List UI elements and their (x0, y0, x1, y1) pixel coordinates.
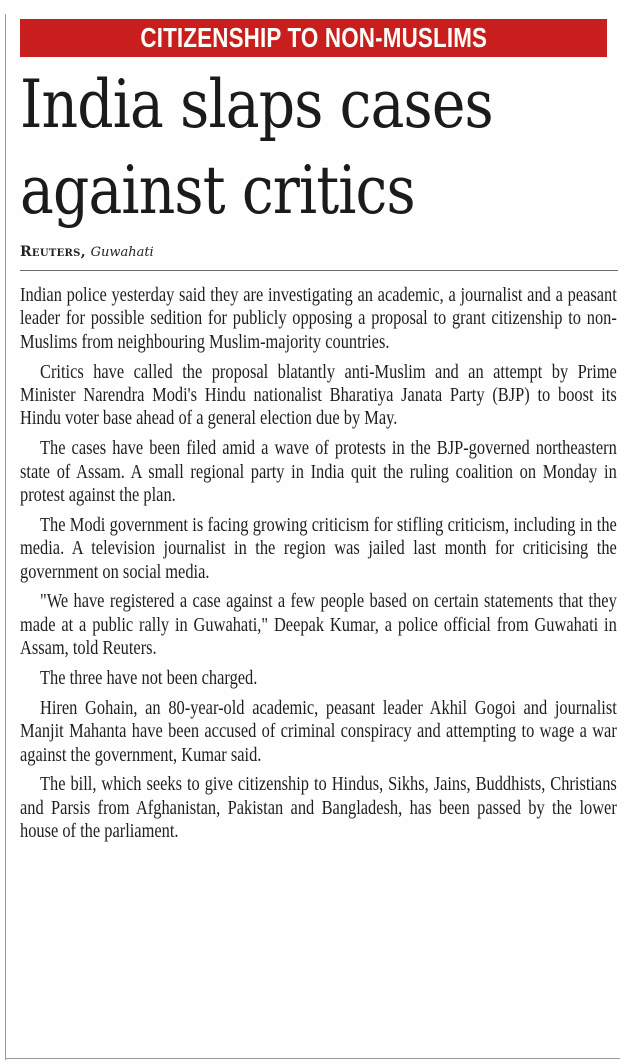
article-paragraph: Indian police yesterday said they are investigating an academic, a journalist and a peasant leader for possible sedition for publicly opposing a proposal to grant citizenship to non-Muslims from neighbouring Muslim-majority countries. (20, 284, 617, 353)
byline-place: Guwahati (90, 245, 154, 260)
article-paragraph: The three have not been charged. (40, 667, 258, 690)
byline-separator: , (80, 244, 86, 260)
article-paragraph: The cases have been filed amid a wave of protests in the BJP-governed northeastern state of Assam. A small regional party in India quit the ruling coalition on Monday in protest against the plan. (20, 437, 617, 507)
kicker-text: CITIZENSHIP TO NON-MUSLIMS (140, 22, 487, 53)
kicker-banner (20, 19, 607, 57)
article-body (20, 284, 617, 850)
byline-divider (20, 270, 618, 271)
article-paragraph: The Modi government is facing growing criticism for stifling criticism, including in the media. A television journalist in the region was jailed last month for criticising the government on social media. (20, 513, 617, 583)
headline-line-1: India slaps cases (20, 66, 493, 143)
headline-line-2: against critics (20, 152, 415, 229)
byline-agency: Reuters (20, 244, 81, 260)
article-paragraph: Hiren Gohain, an 80-year-old academic, peasant leader Akhil Gogoi and journalist Manjit Mahanta have been accused of criminal conspiracy and attempting to wage a war against the government, Kumar said. (20, 696, 617, 766)
article-paragraph: Critics have called the proposal blatantly anti-Muslim and an attempt by Prime Minister Narendra Modi's Hindu nationalist Bharatiya Janata Party (BJP) to boost its Hindu voter base ahead of a general election due by May. (20, 360, 617, 430)
byline (20, 244, 154, 260)
headline (20, 62, 615, 234)
left-border-rule (5, 14, 6, 1060)
article-paragraph: "We have registered a case against a few people based on certain statements that they made at a public rally in Guwahati," Deepak Kumar, a police official from Guwahati in Assam, told Reuters. (20, 590, 617, 660)
article-paragraph: The bill, which seeks to give citizenship to Hindus, Sikhs, Jains, Buddhists, Christians and Parsis from Afghanistan, Pakistan and Bangladesh, has been passed by the lower house of the parliament. (20, 773, 617, 843)
bottom-border-rule (5, 1058, 620, 1059)
